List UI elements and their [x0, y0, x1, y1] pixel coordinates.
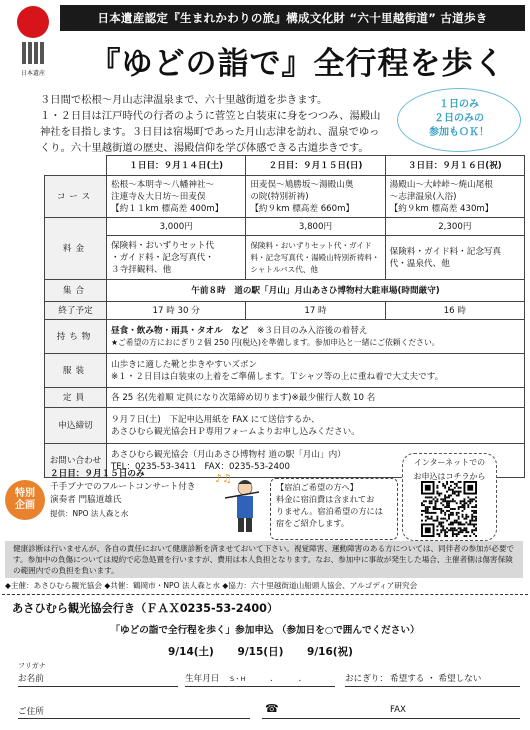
- onigiri-field[interactable]: [345, 686, 520, 687]
- bring-note: ※３日目のみ入浴後の着替え: [257, 325, 368, 336]
- logo-caption: 日本遺産: [20, 70, 45, 77]
- lodging-note: [270, 478, 398, 540]
- birth-field[interactable]: [185, 686, 335, 687]
- cell-line: ・ガイド料・記念写真代・: [111, 252, 214, 263]
- birth-era: S・H: [230, 675, 246, 683]
- intro-line: ３日間で松根～月山志津温泉まで、六十里越街道を歩きます。: [40, 94, 328, 106]
- bring-label: 持ち物: [45, 320, 107, 354]
- header-band: 日本遺産認定『生まれかわりの旅』構成文化財 “六十里越街道” 古道歩き: [60, 5, 525, 31]
- fee-day2: 3,800円: [246, 218, 385, 236]
- onigiri-label: おにぎり：: [345, 674, 388, 684]
- fee-includes-day1: [107, 236, 246, 280]
- cell-line: 保険料・おいずりセット代・ガイド: [250, 240, 372, 250]
- end-day1: 17 時 30 分: [107, 302, 246, 320]
- birth-dots: . .: [270, 674, 302, 684]
- organizers: ◆主催：あさひむら観光協会 ◆共催：鶴岡市・NPO 法人森と水 ◆協力：六十里越街道山船頭人協会、アルゴディア研究会: [5, 581, 418, 590]
- application-title: 「ゆどの詣で全行程を歩く」参加申込 （参加日を○で囲んでください）: [110, 625, 420, 636]
- wear-line: ※１・２日目は白装束の上着をご準備します。Ｔシャツ等の上に重ね着で大丈夫です。: [111, 371, 444, 382]
- inn-line: りません。宿泊希望の方には: [276, 506, 383, 516]
- cell-line: 田麦俣～鳩勝坂～湯殿山奥: [250, 179, 354, 190]
- participation-dates[interactable]: [168, 644, 353, 659]
- intro-line: １・２日目は江戸時代の行者のように菅笠と白装束に身をつつみ、湯殿山: [40, 110, 381, 122]
- badge-line: 特別: [15, 488, 35, 499]
- name-label: お名前: [18, 674, 44, 684]
- special-concert: [5, 468, 270, 538]
- net-line: インターネットでの: [413, 458, 486, 467]
- day1-header: １日目：９月１４日(土): [107, 156, 246, 176]
- fee-includes-day3: [385, 236, 524, 280]
- contact-line: TEL：0235-53-3411 FAX：0235-53-2400: [111, 461, 290, 472]
- end-label: 終了予定: [45, 302, 107, 320]
- cell-line: 【約９km 標高差 430m】: [389, 203, 494, 214]
- concert-date: ２日目：９月１５日のみ: [50, 469, 145, 479]
- cell-line: ３寺拝観料、他: [111, 264, 172, 275]
- capacity-text: 各 25 名(先着順 定員になり次第締め切ります)※最少催行人数 10 名: [107, 388, 525, 408]
- one-day-ok-bubble: [397, 88, 521, 152]
- cell-line: 保険料・おいずりセット代: [111, 240, 215, 251]
- wear-line: 山歩きに適した靴と歩きやすいズボン: [111, 359, 258, 370]
- deadline-line: ９月７日(土) 下記申込用紙を FAX にて送信するか、: [111, 414, 320, 425]
- net-line: お申込はコチラから: [413, 472, 486, 481]
- meet-place: 午前８時 道の駅「月山」月山あさひ博物村大駐車場(時間厳守): [107, 280, 525, 302]
- inn-line: 【宿泊ご希望の方へ】: [276, 482, 358, 492]
- day2-header: ２日目：９月１５日(日): [246, 156, 385, 176]
- page-title: 『ゆどの詣で』全行程を歩く: [89, 45, 506, 82]
- health-warning: 健康診断は行いませんが、各自の責任において健康診断を済ませておいて下さい。視覚障害、運動障害のある方については、同伴者の参加が必要です。参加中の負傷については規約で応急処置を行いますが、費用は本人負担となります。なお、参加中に事故が発生した場合、主催者側は傷害保険の範囲内での負担を負います。: [5, 541, 523, 578]
- internet-apply-box[interactable]: [402, 453, 497, 541]
- course-label: コース: [45, 176, 107, 218]
- date-option-0916[interactable]: 9/16(祝): [307, 646, 353, 658]
- cell-line: 保険料・ガイド料・記念写真: [389, 246, 502, 257]
- inn-line: 宿をご紹介します。: [276, 518, 350, 528]
- end-day2: 17 時: [246, 302, 385, 320]
- deadline-text: [107, 408, 525, 444]
- deadline-line: あさひむら観光協会ＨＰ専用フォームよりお申し込みください。: [111, 426, 360, 437]
- bubble-line: ２日のみの: [434, 113, 484, 124]
- table-corner: [45, 156, 107, 176]
- intro-line: くり。六十里越街道の歴史、湯殿信仰を学び体感できる古道歩きです。: [40, 142, 369, 154]
- flute-player-icon: [215, 470, 265, 535]
- concert-text: [50, 468, 195, 520]
- intro-line: 神社を目指します。３日目は宿場町であった月山志津を訪れ、温泉でゆっ: [40, 126, 380, 138]
- wear-label: 服装: [45, 354, 107, 388]
- bubble-line: 参加もＯＫ！: [429, 127, 489, 138]
- capacity-label: 定員: [45, 388, 107, 408]
- onigiri-options[interactable]: 希望する ・ 希望しない: [390, 674, 482, 684]
- fee-label: 料金: [45, 218, 107, 280]
- meet-label: 集合: [45, 280, 107, 302]
- nihon-isan-logo: [8, 6, 58, 80]
- concert-title: 千手ブナでのフルートコンサート付き: [50, 482, 196, 492]
- address-label: ご住所: [18, 707, 44, 717]
- course-day3: [385, 176, 524, 218]
- concert-performer: 演奏者 門脇道雄氏: [50, 495, 122, 505]
- cell-line: の院(特別祈祷): [250, 191, 309, 202]
- music-note-icon: ♪♫: [215, 472, 232, 485]
- special-badge: [5, 480, 45, 520]
- deadline-label: 申込締切: [45, 408, 107, 444]
- intro-text: [40, 92, 395, 156]
- gate-icon: [22, 42, 44, 64]
- name-field[interactable]: [18, 686, 178, 687]
- inn-line: 料金に宿泊費は含まれてお: [276, 494, 375, 504]
- fee-includes-day2: [246, 236, 385, 280]
- contact-label: お問い合わせ: [45, 444, 107, 478]
- bring-items: [107, 320, 525, 354]
- concert-provider: 提供：NPO 法人森と水: [50, 509, 129, 518]
- birth-label: 生年月日: [185, 674, 220, 684]
- schedule-table: [44, 155, 525, 478]
- contact-line: あさひむら観光協会（月山あさひ博物村 道の駅「月山」内）: [111, 449, 346, 460]
- date-option-0914[interactable]: 9/14(土): [168, 646, 214, 658]
- fee-day1: 3,000円: [107, 218, 246, 236]
- cell-line: 松根～本明寺～八幡神社～: [111, 179, 215, 190]
- course-day2: [246, 176, 385, 218]
- sun-icon: [17, 6, 49, 38]
- cell-line: 注連寺＆大日坊～田麦俣: [111, 191, 206, 202]
- cell-line: 【約１１km 標高差 400m】: [111, 203, 224, 214]
- date-option-0915[interactable]: 9/15(日): [237, 646, 284, 658]
- course-day1: [107, 176, 246, 218]
- cell-line: 【約９km 標高差 660m】: [250, 203, 355, 214]
- cell-line: ～志津温泉(入浴): [389, 191, 457, 202]
- qr-code-icon[interactable]: [421, 481, 477, 537]
- end-day3: 16 時: [385, 302, 524, 320]
- cut-line: [2, 594, 528, 595]
- cell-line: シャトルバス代、他: [250, 264, 318, 274]
- wear-text: [107, 354, 525, 388]
- bring-main: 昼食・飲み物・雨具・タオル など: [111, 325, 249, 336]
- cell-line: 湯殿山～大峠峠～焼山尾根: [389, 179, 493, 190]
- day3-header: ３日目：９月１６日(祝): [385, 156, 524, 176]
- fax-label: FAX: [390, 705, 406, 715]
- phone-icon: ☎: [265, 702, 279, 715]
- badge-line: 企画: [15, 500, 35, 511]
- fee-day3: 2,300円: [385, 218, 524, 236]
- cell-line: 代・温泉代、他: [389, 258, 450, 269]
- bubble-line: １日のみ: [439, 99, 479, 110]
- cell-line: 料・記念写真代・湯殿山特別祈祷料・: [250, 252, 380, 262]
- phone-fax-field[interactable]: [262, 718, 520, 719]
- onigiri-note: ★ご希望の方におにぎり２個 250 円(税込)を準備します。参加申込と一緒にご依頼ください。: [111, 337, 440, 347]
- furigana-label: フリガナ: [18, 662, 46, 670]
- fax-destination: あさひむら観光協会行き（ＦＡＸ0235-53-2400）: [12, 602, 279, 615]
- address-field[interactable]: [18, 718, 250, 719]
